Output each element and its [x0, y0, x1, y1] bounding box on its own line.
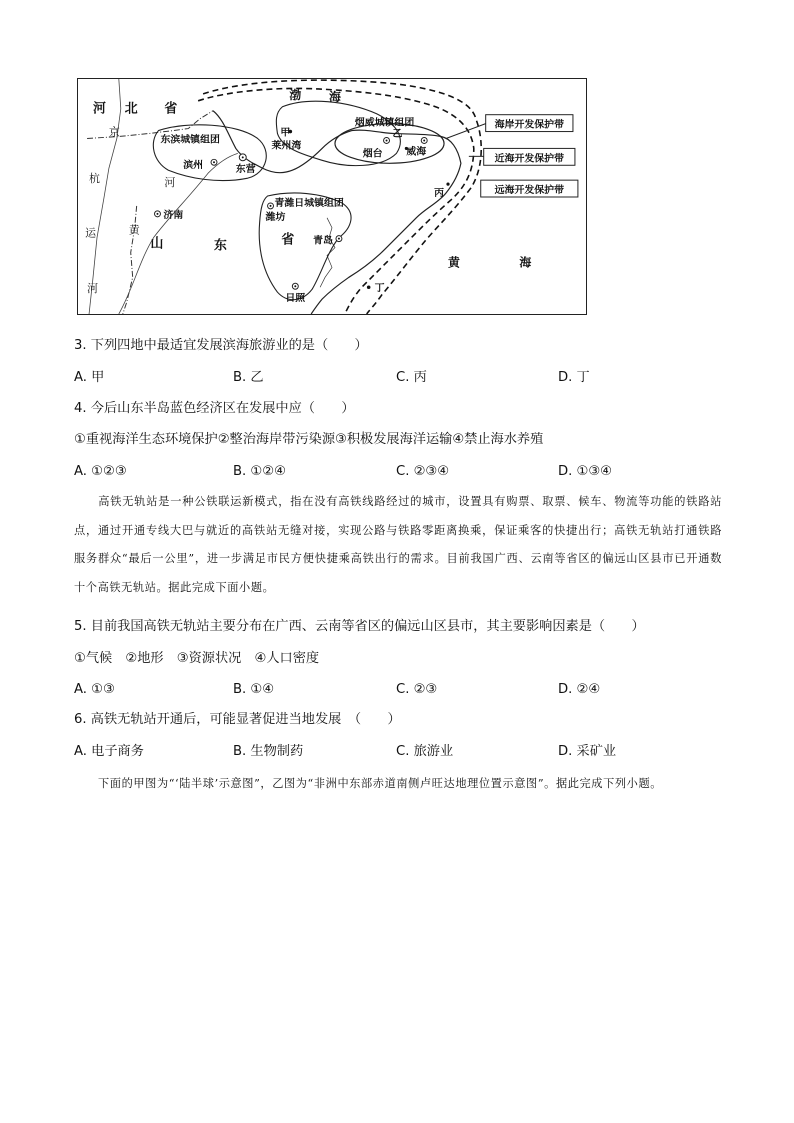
q3-option-a[interactable]: A. 甲	[74, 370, 105, 385]
q4-stem: 4. 今后山东半岛蓝色经济区在发展中应（ ）	[74, 401, 355, 416]
legend-far-text: 远海开发保护带	[494, 185, 565, 197]
label-canal-hang: 杭	[89, 172, 100, 186]
label-weifang: 潍坊	[265, 211, 286, 223]
q4-option-d[interactable]: D. ①③④	[558, 464, 613, 479]
q5-option-d[interactable]: D. ②④	[558, 682, 601, 697]
label-yanwei-group: 烟威城镇组团	[354, 117, 415, 129]
label-laizhou-bay: 莱州湾	[271, 140, 302, 152]
label-jinan: 济南	[163, 209, 184, 221]
coast-detail	[320, 218, 335, 287]
label-huanghe-huang: 黄	[128, 223, 140, 237]
q3-option-b[interactable]: B. 乙	[233, 370, 264, 385]
passage-high-speed-rail	[74, 488, 722, 602]
label-dongbin-group: 东滨城镇组团	[160, 134, 220, 146]
yanwei-group-outline	[335, 124, 444, 164]
label-canal-he: 河	[87, 282, 98, 296]
label-bohai-2: 海	[329, 89, 341, 104]
ding-point	[367, 285, 371, 289]
label-huanghe-he: 河	[164, 176, 176, 190]
label-hebei-3: 省	[164, 101, 178, 117]
q3-option-d[interactable]: D. 丁	[558, 370, 590, 385]
label-weihai: 威海	[406, 146, 427, 158]
label-hebei-2: 北	[124, 101, 138, 117]
q6-option-d[interactable]: D. 采矿业	[558, 744, 617, 759]
bing-point	[446, 183, 449, 186]
label-rizhao: 日照	[285, 293, 306, 305]
label-canal-yun: 运	[85, 226, 97, 240]
passage-figures-intro-text: 下面的甲图为“‘陆半球’示意图”，乙图为“非洲中东部赤道南侧卢旺达地理位置示意图”。据此完成下列小题。	[98, 777, 663, 790]
shandong-peninsula-map	[77, 78, 587, 315]
legend-near-text: 近海开发保护带	[494, 153, 565, 165]
province-boundary-west	[123, 206, 137, 314]
label-dongying: 东营	[235, 164, 256, 176]
label-shandong-dong: 东	[214, 238, 227, 254]
label-shandong-sheng: 省	[281, 232, 295, 248]
passage-high-speed-rail-text: 高铁无轨站是一种公铁联运新模式，指在没有高铁线路经过的城市，设置具有购票、取票、候车、物流等功能的铁路站点，通过开通专线大巴与就近的高铁站无缝对接，实现公路与铁路零距离换乘，保证乘客的快捷出行；高铁无轨站打通铁路服务群众“最后一公里”，进一步满足市民方便快捷乘高铁出行的需求。目前我国广西、云南等省区的偏远山区县市已开通数十个高铁无轨站。据此完成下面小题。	[74, 495, 722, 594]
q6-option-c[interactable]: C. 旅游业	[396, 744, 454, 759]
q4-items: ①重视海洋生态环境保护②整治海岸带污染源③积极发展海洋运输④禁止海水养殖	[74, 432, 544, 447]
label-huanghai-2: 海	[519, 255, 532, 270]
label-ding: 丁	[374, 283, 385, 295]
label-shandong-shan: 山	[150, 236, 164, 252]
label-jia: 甲	[280, 127, 291, 139]
passage-figures-intro	[74, 770, 722, 799]
q3-option-c[interactable]: C. 丙	[396, 370, 427, 385]
q3-stem: 3. 下列四地中最适宜发展滨海旅游业的是（ ）	[74, 338, 368, 353]
q6-stem: 6. 高铁无轨站开通后，可能显著促进当地发展 （ ）	[74, 712, 401, 727]
label-yantai: 烟台	[362, 148, 383, 160]
q5-option-a[interactable]: A. ①③	[74, 682, 115, 697]
label-hebei-1: 河	[93, 101, 106, 117]
legend-coast-text: 海岸开发保护带	[494, 119, 565, 131]
q4-option-b[interactable]: B. ①②④	[233, 464, 286, 479]
q6-option-a[interactable]: A. 电子商务	[74, 744, 144, 759]
label-yi: 乙	[392, 128, 403, 140]
label-binzhou: 滨州	[183, 160, 204, 172]
label-bohai-1: 渤	[289, 87, 302, 102]
qingweiri-group-outline	[259, 193, 351, 300]
label-canal-jing: 京	[108, 125, 120, 139]
q4-option-c[interactable]: C. ②③④	[396, 464, 450, 479]
q5-items: ①气候 ②地形 ③资源状况 ④人口密度	[74, 651, 320, 666]
label-bing: 丙	[434, 188, 445, 200]
label-huanghai-1: 黄	[448, 255, 460, 270]
label-qingdao: 青岛	[313, 235, 333, 247]
label-qingwei-group: 青潍日城镇组团	[274, 197, 344, 209]
q6-option-b[interactable]: B. 生物制药	[233, 744, 304, 759]
q4-option-a[interactable]: A. ①②③	[74, 464, 127, 479]
q5-option-c[interactable]: C. ②③	[396, 682, 438, 697]
q5-stem: 5. 目前我国高铁无轨站主要分布在广西、云南等省区的偏远山区县市，其主要影响因素是（ ）	[74, 619, 645, 634]
q5-option-b[interactable]: B. ①④	[233, 682, 275, 697]
